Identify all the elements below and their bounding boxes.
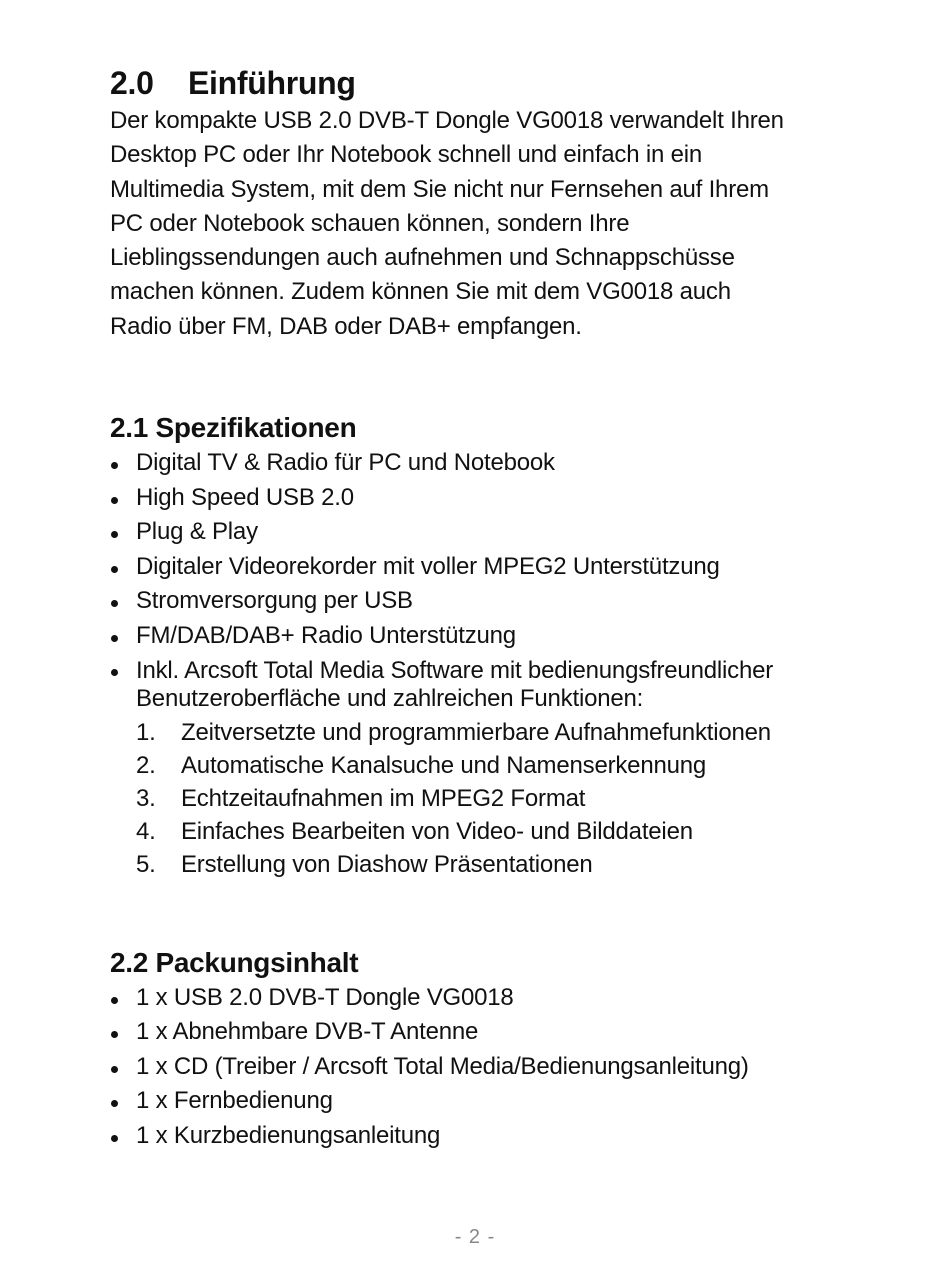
list-item-software: [110, 654, 850, 716]
list-item-text: Plug & Play: [136, 518, 258, 546]
section-number: 2.0: [110, 65, 154, 101]
list-item-text: Stromversorgung per USB: [136, 587, 413, 615]
item-text: Einfaches Bearbeiten von Video- und Bilddateien: [181, 817, 693, 845]
item-number: 1.: [136, 718, 156, 746]
list-item-text: Digitaler Videorekorder mit voller MPEG2 Unterstützung: [136, 552, 720, 580]
functions-list: [110, 716, 850, 881]
list-item-text: FM/DAB/DAB+ Radio Unterstützung: [136, 622, 516, 650]
item-number: 3.: [136, 784, 156, 812]
list-item: [110, 446, 850, 481]
bullet-icon: [111, 997, 118, 1004]
numbered-item: [136, 782, 850, 815]
bullet-icon: [111, 669, 118, 676]
list-item: [110, 1119, 850, 1154]
list-item: [110, 481, 850, 516]
section-heading-intro: [110, 62, 850, 104]
list-item: [110, 981, 850, 1016]
intro-line: machen können. Zudem können Sie mit dem VG0018 auch: [110, 278, 731, 306]
numbered-item: [136, 716, 850, 749]
list-item-text: 1 x Abnehmbare DVB-T Antenne: [136, 1018, 479, 1046]
list-item-text: Inkl. Arcsoft Total Media Software mit bedienungsfreundlicher: [136, 656, 774, 684]
document-page: [110, 62, 850, 1154]
intro-line: Multimedia System, mit dem Sie nicht nur Fernsehen auf Ihrem: [110, 175, 769, 203]
list-item-text: High Speed USB 2.0: [136, 483, 354, 511]
list-item: [110, 1015, 850, 1050]
bullet-icon: [111, 1031, 118, 1038]
page-number: - 2 -: [454, 1226, 496, 1248]
item-text: Echtzeitaufnahmen im MPEG2 Format: [181, 784, 586, 812]
list-item: [110, 1084, 850, 1119]
list-item: [110, 584, 850, 619]
list-item: [110, 515, 850, 550]
list-item-text: 1 x USB 2.0 DVB-T Dongle VG0018: [136, 983, 514, 1011]
intro-line: Radio über FM, DAB oder DAB+ empfangen.: [110, 312, 582, 340]
bullet-icon: [111, 1066, 118, 1073]
numbered-item: [136, 848, 850, 881]
bullet-icon: [111, 531, 118, 538]
numbered-item: [136, 749, 850, 782]
section-title: Einführung: [188, 65, 356, 101]
intro-paragraph: [110, 104, 840, 344]
item-number: 4.: [136, 817, 156, 845]
list-item-text: 1 x CD (Treiber / Arcsoft Total Media/Bedienungsanleitung): [136, 1052, 749, 1080]
list-item: [110, 550, 850, 585]
item-text: Erstellung von Diashow Präsentationen: [181, 850, 593, 878]
bullet-icon: [111, 566, 118, 573]
bullet-icon: [111, 635, 118, 642]
specifications-heading: 2.1 Spezifikationen: [110, 412, 357, 444]
item-text: Automatische Kanalsuche und Namenserkennung: [181, 751, 707, 779]
bullet-icon: [111, 462, 118, 469]
list-item-text: Digital TV & Radio für PC und Notebook: [136, 449, 555, 477]
bullet-icon: [111, 600, 118, 607]
bullet-icon: [111, 1100, 118, 1107]
list-item: [110, 1050, 850, 1085]
bullet-icon: [111, 497, 118, 504]
package-contents-heading: 2.2 Packungsinhalt: [110, 946, 359, 978]
numbered-item: [136, 815, 850, 848]
intro-line: PC oder Notebook schauen können, sondern Ihre: [110, 209, 630, 237]
intro-line: Der kompakte USB 2.0 DVB-T Dongle VG0018 verwandelt Ihren: [110, 107, 784, 134]
list-item-text: 1 x Fernbedienung: [136, 1087, 333, 1115]
item-number: 2.: [136, 751, 156, 779]
bullet-icon: [111, 1135, 118, 1142]
list-item-text: Benutzeroberfläche und zahlreichen Funktionen:: [136, 684, 644, 712]
list-item-text: 1 x Kurzbedienungsanleitung: [136, 1122, 441, 1150]
specifications-list: [110, 446, 850, 716]
intro-line: Lieblingssendungen auch aufnehmen und Schnappschüsse: [110, 244, 735, 272]
item-number: 5.: [136, 850, 156, 878]
package-contents-list: [110, 981, 850, 1154]
intro-line: Desktop PC oder Ihr Notebook schnell und einfach in ein: [110, 141, 703, 169]
item-text: Zeitversetzte und programmierbare Aufnahmefunktionen: [181, 718, 771, 746]
list-item: [110, 619, 850, 654]
